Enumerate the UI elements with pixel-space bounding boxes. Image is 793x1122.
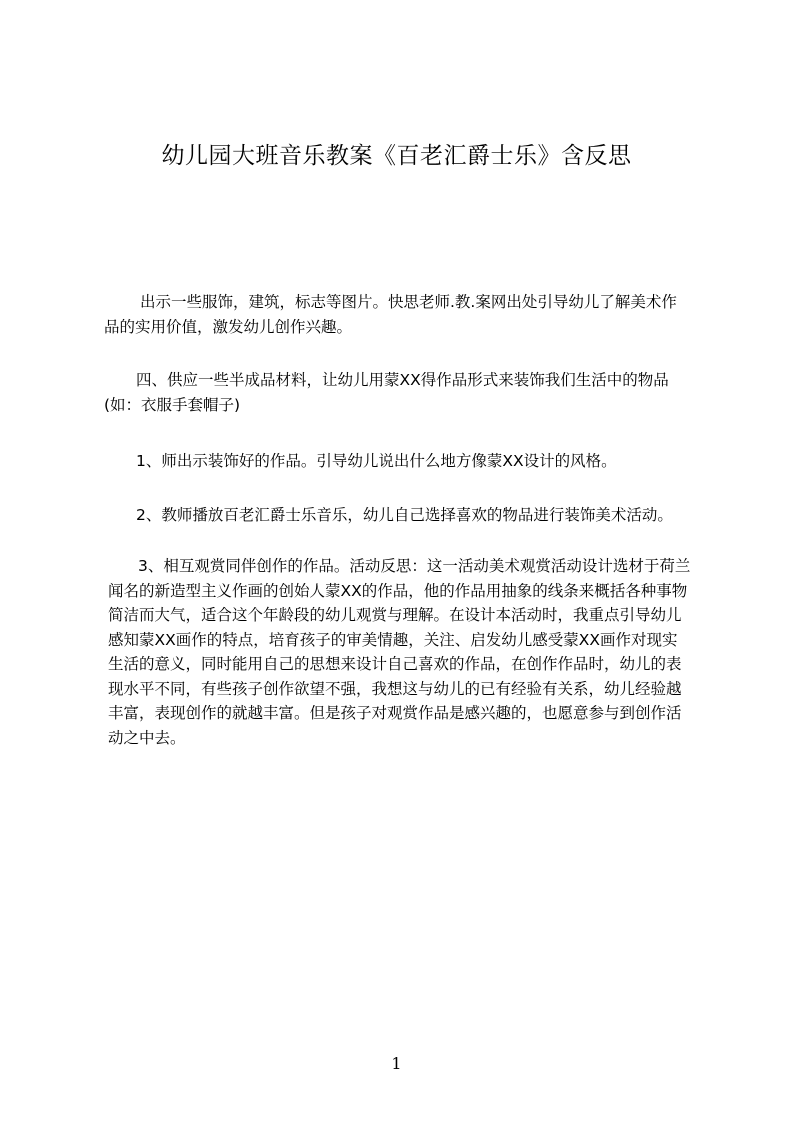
paragraph-line: 3、相互观赏同伴创作的作品。活动反思：这一活动美术观赏活动设计选材于荷兰 [138,557,691,575]
paragraph-line: 感知蒙XX画作的特点，培育孩子的审美情趣，关注、启发幼儿感受蒙XX画作对现实 [108,630,678,649]
paragraph-step-four [104,368,708,417]
paragraph-item-2 [104,503,708,528]
paragraph-line: 出示一些服饰，建筑，标志等图片。快思老师.教.案网出处引导幼儿了解美术作 [140,293,677,311]
document-title: 幼儿园大班音乐教案《百老汇爵士乐》含反思 [161,143,632,169]
paragraph-item-1 [104,449,708,474]
paragraph-line: 简洁而大气，适合这个年龄段的幼儿观赏与理解。在设计本活动时，我重点引导幼儿 [108,606,682,624]
paragraph-line: (如：衣服手套帽子) [104,395,241,414]
paragraph-line: 丰富，表现创作的就越丰富。但是孩子对观赏作品是感兴趣的，也愿意参与到创作活 [108,704,682,722]
paragraph-line: 1、师出示装饰好的作品。引导幼儿说出什么地方像蒙XX设计的风格。 [136,452,617,470]
paragraph-intro [104,290,708,339]
page-number: 1 [391,1054,402,1073]
paragraph-line: 品的实用价值，激发幼儿创作兴趣。 [104,317,353,336]
paragraph-item-3-reflection [104,554,708,750]
paragraph-line: 动之中去。 [108,728,186,747]
paragraph-line: 现水平不同，有些孩子创作欲望不强，我想这与幼儿的已有经验有关系，幼儿经验越 [108,679,682,698]
paragraph-line: 生活的意义，同时能用自己的思想来设计自己喜欢的作品，在创作作品时，幼儿的表 [108,655,682,673]
paragraph-line: 2、教师播放百老汇爵士乐音乐，幼儿自己选择喜欢的物品进行装饰美术活动。 [136,506,673,524]
paragraph-line: 四、供应一些半成品材料，让幼儿用蒙XX得作品形式来装饰我们生活中的物品 [136,371,669,389]
paragraph-line: 闻名的新造型主义作画的创始人蒙XX的作品，他的作品用抽象的线条来概括各种事物 [108,581,688,600]
